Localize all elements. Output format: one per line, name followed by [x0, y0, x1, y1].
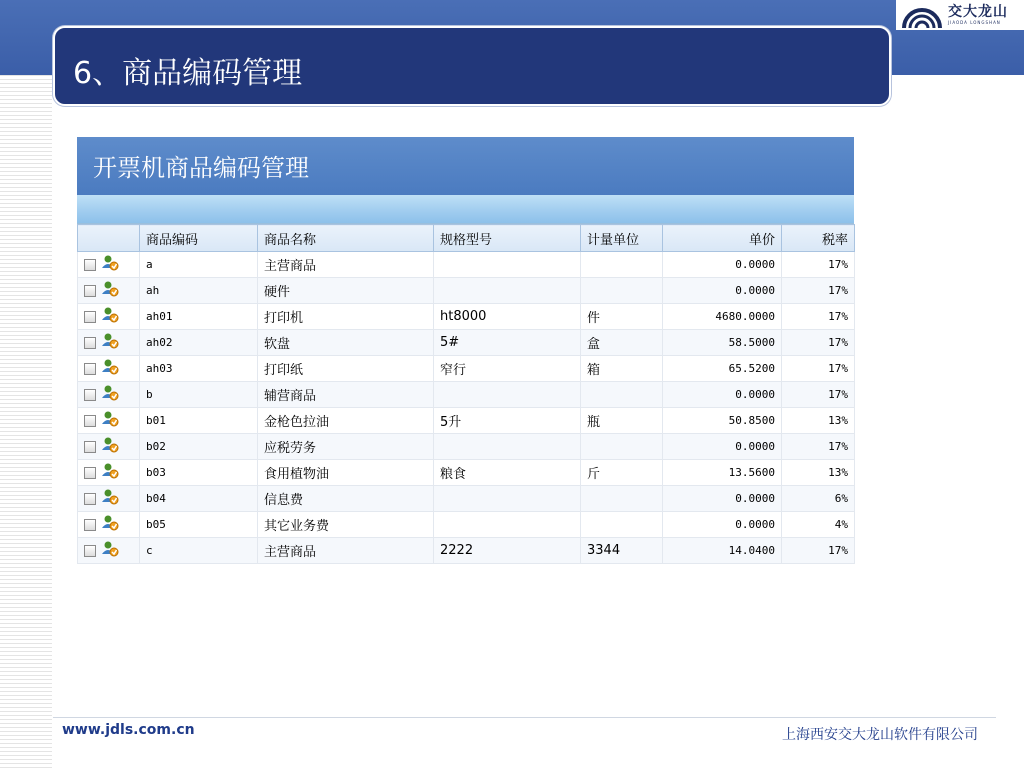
row-price: 65.5200: [663, 356, 782, 382]
row-unit: [581, 434, 663, 460]
row-select-cell: [78, 252, 140, 278]
row-checkbox[interactable]: [84, 519, 96, 531]
table-header-row: [78, 225, 855, 252]
column-header-price[interactable]: 单价: [663, 225, 782, 252]
row-select-cell: [78, 278, 140, 304]
row-tax: 17%: [782, 252, 855, 278]
row-unit: [581, 278, 663, 304]
row-code: b02: [140, 434, 258, 460]
row-price: 4680.0000: [663, 304, 782, 330]
row-price: 0.0000: [663, 252, 782, 278]
row-select-cell: [78, 538, 140, 564]
table-row[interactable]: [78, 486, 855, 512]
user-edit-icon[interactable]: [101, 436, 119, 457]
row-code: ah01: [140, 304, 258, 330]
row-tax: 17%: [782, 330, 855, 356]
row-select-cell: [78, 330, 140, 356]
logo-text-cn: 交大龙山: [948, 4, 1008, 20]
row-checkbox[interactable]: [84, 363, 96, 375]
row-unit: [581, 252, 663, 278]
row-spec: [434, 252, 581, 278]
row-code: b03: [140, 460, 258, 486]
row-code: ah03: [140, 356, 258, 382]
row-checkbox[interactable]: [84, 311, 96, 323]
row-select-cell: [78, 460, 140, 486]
row-code: ah: [140, 278, 258, 304]
row-select-cell: [78, 512, 140, 538]
row-code: b01: [140, 408, 258, 434]
row-unit: 件: [581, 304, 663, 330]
row-name: 打印纸: [258, 356, 434, 382]
row-checkbox[interactable]: [84, 441, 96, 453]
row-checkbox[interactable]: [84, 467, 96, 479]
row-select-cell: [78, 304, 140, 330]
row-code: ah02: [140, 330, 258, 356]
row-spec: [434, 512, 581, 538]
row-spec: [434, 486, 581, 512]
column-header-unit[interactable]: 计量单位: [581, 225, 663, 252]
row-spec: ht8000: [434, 304, 581, 330]
row-tax: 17%: [782, 434, 855, 460]
row-unit: 3344: [581, 538, 663, 564]
app-toolbar: [77, 195, 854, 224]
footer-divider: [53, 717, 996, 718]
row-price: 0.0000: [663, 434, 782, 460]
app-title: 开票机商品编码管理: [93, 154, 309, 182]
row-price: 50.8500: [663, 408, 782, 434]
row-tax: 17%: [782, 304, 855, 330]
row-select-cell: [78, 434, 140, 460]
row-checkbox[interactable]: [84, 285, 96, 297]
row-name: 主营商品: [258, 252, 434, 278]
user-edit-icon[interactable]: [101, 306, 119, 327]
row-tax: 17%: [782, 278, 855, 304]
row-tax: 6%: [782, 486, 855, 512]
table-row[interactable]: [78, 304, 855, 330]
column-header-spec[interactable]: 规格型号: [434, 225, 581, 252]
row-tax: 4%: [782, 512, 855, 538]
row-select-cell: [78, 356, 140, 382]
table-row[interactable]: [78, 278, 855, 304]
row-tax: 13%: [782, 408, 855, 434]
row-code: b05: [140, 512, 258, 538]
select-column-header: [78, 225, 140, 252]
row-spec: [434, 278, 581, 304]
left-stripe-decoration: [0, 75, 52, 768]
row-spec: [434, 434, 581, 460]
row-price: 0.0000: [663, 512, 782, 538]
row-unit: [581, 512, 663, 538]
app-panel: [77, 137, 854, 564]
row-unit: 盒: [581, 330, 663, 356]
column-header-name[interactable]: 商品名称: [258, 225, 434, 252]
footer-company: 上海西安交大龙山软件有限公司: [782, 727, 978, 743]
row-tax: 17%: [782, 382, 855, 408]
user-edit-icon[interactable]: [101, 358, 119, 379]
table-row[interactable]: [78, 330, 855, 356]
user-edit-icon[interactable]: [101, 514, 119, 535]
row-unit: 箱: [581, 356, 663, 382]
row-unit: 斤: [581, 460, 663, 486]
row-tax: 17%: [782, 538, 855, 564]
row-name: 其它业务费: [258, 512, 434, 538]
row-checkbox[interactable]: [84, 415, 96, 427]
row-name: 食用植物油: [258, 460, 434, 486]
row-unit: 瓶: [581, 408, 663, 434]
user-edit-icon[interactable]: [101, 462, 119, 483]
table-row[interactable]: [78, 382, 855, 408]
logo-text-en: JIAODA LONGSHAN: [948, 20, 1001, 25]
row-name: 应税劳务: [258, 434, 434, 460]
slide-title-box: [53, 26, 891, 106]
row-spec: [434, 382, 581, 408]
row-code: c: [140, 538, 258, 564]
column-header-code[interactable]: 商品编码: [140, 225, 258, 252]
row-price: 14.0400: [663, 538, 782, 564]
table-row[interactable]: [78, 408, 855, 434]
row-price: 58.5000: [663, 330, 782, 356]
row-unit: [581, 486, 663, 512]
row-select-cell: [78, 486, 140, 512]
slide-title: 6、商品编码管理: [73, 56, 303, 91]
footer-url: www.jdls.com.cn: [62, 722, 195, 738]
row-spec: 2222: [434, 538, 581, 564]
app-header: [77, 137, 854, 195]
row-checkbox[interactable]: [84, 259, 96, 271]
row-price: 13.5600: [663, 460, 782, 486]
row-spec: 5#: [434, 330, 581, 356]
user-edit-icon[interactable]: [101, 254, 119, 275]
row-checkbox[interactable]: [84, 493, 96, 505]
row-name: 打印机: [258, 304, 434, 330]
user-edit-icon[interactable]: [101, 488, 119, 509]
column-header-tax[interactable]: 税率: [782, 225, 855, 252]
row-code: a: [140, 252, 258, 278]
table-row[interactable]: [78, 356, 855, 382]
row-price: 0.0000: [663, 486, 782, 512]
company-logo: [896, 0, 1024, 30]
row-name: 主营商品: [258, 538, 434, 564]
row-select-cell: [78, 408, 140, 434]
row-select-cell: [78, 382, 140, 408]
row-tax: 17%: [782, 356, 855, 382]
row-checkbox[interactable]: [84, 545, 96, 557]
row-unit: [581, 382, 663, 408]
user-edit-icon[interactable]: [101, 332, 119, 353]
logo-arc-icon: [902, 1, 942, 29]
row-checkbox[interactable]: [84, 389, 96, 401]
product-table: [77, 224, 855, 564]
row-spec: 窄行: [434, 356, 581, 382]
row-spec: 粮食: [434, 460, 581, 486]
user-edit-icon[interactable]: [101, 384, 119, 405]
row-code: b: [140, 382, 258, 408]
row-name: 软盘: [258, 330, 434, 356]
table-row[interactable]: [78, 512, 855, 538]
table-row[interactable]: [78, 460, 855, 486]
user-edit-icon[interactable]: [101, 540, 119, 561]
table-row[interactable]: [78, 434, 855, 460]
row-tax: 13%: [782, 460, 855, 486]
table-row[interactable]: [78, 538, 855, 564]
row-price: 0.0000: [663, 278, 782, 304]
row-checkbox[interactable]: [84, 337, 96, 349]
table-row[interactable]: [78, 252, 855, 278]
user-edit-icon[interactable]: [101, 410, 119, 431]
user-edit-icon[interactable]: [101, 280, 119, 301]
row-name: 辅营商品: [258, 382, 434, 408]
row-code: b04: [140, 486, 258, 512]
row-name: 硬件: [258, 278, 434, 304]
row-price: 0.0000: [663, 382, 782, 408]
row-name: 金枪色拉油: [258, 408, 434, 434]
row-name: 信息费: [258, 486, 434, 512]
row-spec: 5升: [434, 408, 581, 434]
